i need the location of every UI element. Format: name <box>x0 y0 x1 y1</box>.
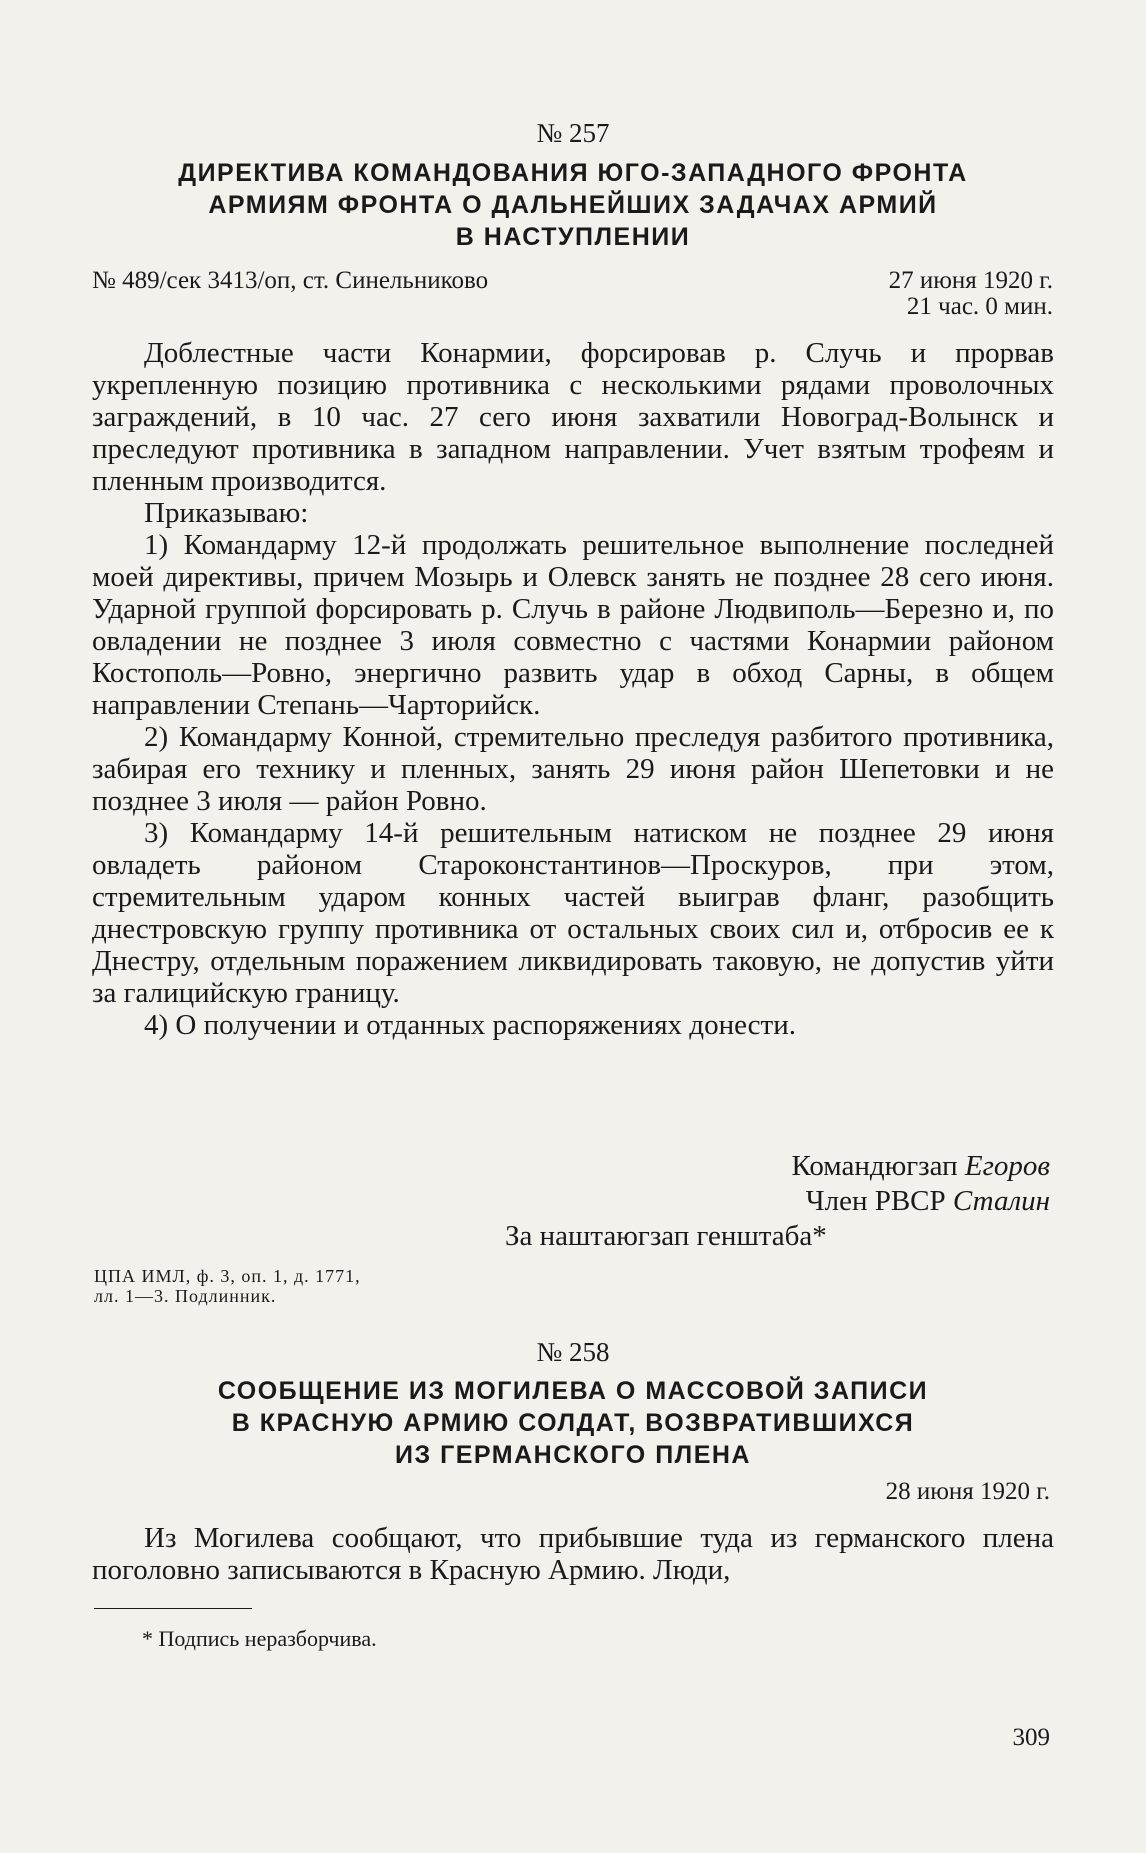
title-line: АРМИЯМ ФРОНТА О ДАЛЬНЕЙШИХ ЗАДАЧАХ АРМИЙ <box>208 191 938 219</box>
title-line: СООБЩЕНИЕ ИЗ МОГИЛЕВА О МАССОВОЙ ЗАПИСИ <box>217 1377 929 1405</box>
paragraph: Из Могилева сообщают, что прибывшие туда из германского плена поголовно записываются в Красную Армию. Люди, <box>92 1522 1054 1586</box>
paragraph: 4) О получении и отданных распоряжениях донести. <box>144 1009 796 1041</box>
footnote: * Подпись неразборчива. <box>142 1626 377 1651</box>
doc-date: 28 июня 1920 г. <box>885 1478 1050 1505</box>
doc-number: № 258 <box>536 1337 610 1367</box>
signature-title: Командюгзап <box>791 1150 958 1182</box>
doc-title <box>100 1375 1046 1471</box>
doc-number: № 257 <box>536 118 610 148</box>
doc-body <box>92 337 1054 1041</box>
title-line: В НАСТУПЛЕНИИ <box>455 223 691 251</box>
title-line: ДИРЕКТИВА КОМАНДОВАНИЯ ЮГО-ЗАПАДНОГО ФРОНТА <box>178 159 968 187</box>
doc-date: 27 июня 1920 г. <box>888 267 1053 294</box>
signature-rvsr <box>806 1184 1050 1218</box>
signature-commander <box>791 1149 1050 1183</box>
archive-source <box>94 1266 361 1306</box>
footnote-divider <box>94 1608 252 1609</box>
paragraph: 1) Командарму 12-й продолжать решительное выполнение последней моей директивы, причем Мозырь и Олевск занять не позднее 28 сего июня. Ударной группой форсировать р. Случь в районе Людвиполь—Березно и, по овладении не позднее 3 июля совместно с частями Конармии районом Костополь—Ровно, энергично развить удар в обход Сарны, в общем направлении Степань—Чарторийск. <box>92 529 1054 721</box>
paragraph: 2) Командарму Конной, стремительно преследуя разбитого противника, забирая его технику и пленных, занять 29 июня район Шепетовки и не позднее 3 июля — район Ровно. <box>92 721 1054 817</box>
doc-reference: № 489/сек 3413/оп, ст. Синельниково <box>92 267 489 294</box>
signature-chief-of-staff: За наштаюгзап генштаба* <box>505 1220 827 1252</box>
doc-title <box>100 157 1046 253</box>
signature-title: Член РВСР <box>805 1185 946 1217</box>
source-line: лл. 1—3. Подлинник. <box>94 1286 277 1306</box>
title-line: В КРАСНУЮ АРМИЮ СОЛДАТ, ВОЗВРАТИВШИХСЯ <box>231 1409 915 1437</box>
paragraph: 3) Командарму 14-й решительным натиском не позднее 29 июня овладеть районом Староконстантинов—Проскуров, при этом, стремительным ударом конных частей выиграв фланг, разобщить днестровскую группу противника от остальных своих сил и, отбросив ее к Днестру, отдельным поражением ликвидировать таковую, не допустив уйти за галицийскую границу. <box>92 817 1054 1009</box>
source-line: ЦПА ИМЛ, ф. 3, оп. 1, д. 1771, <box>94 1266 361 1286</box>
signature-name: Егоров <box>964 1150 1050 1182</box>
doc-body <box>92 1522 1054 1586</box>
paragraph: Доблестные части Конармии, форсировав р. Случь и прорвав укрепленную позицию противника с несколькими рядами проволочных заграждений, в 10 час. 27 сего июня захватили Новоград-Волынск и преследуют противника в западном направлении. Учет взятым трофеям и пленным производится. <box>92 337 1054 497</box>
title-line: ИЗ ГЕРМАНСКОГО ПЛЕНА <box>395 1441 751 1469</box>
signature-name: Сталин <box>952 1185 1050 1217</box>
paragraph: Приказываю: <box>144 497 309 529</box>
doc-time: 21 час. 0 мин. <box>906 293 1053 320</box>
page-number: 309 <box>1012 1724 1050 1751</box>
